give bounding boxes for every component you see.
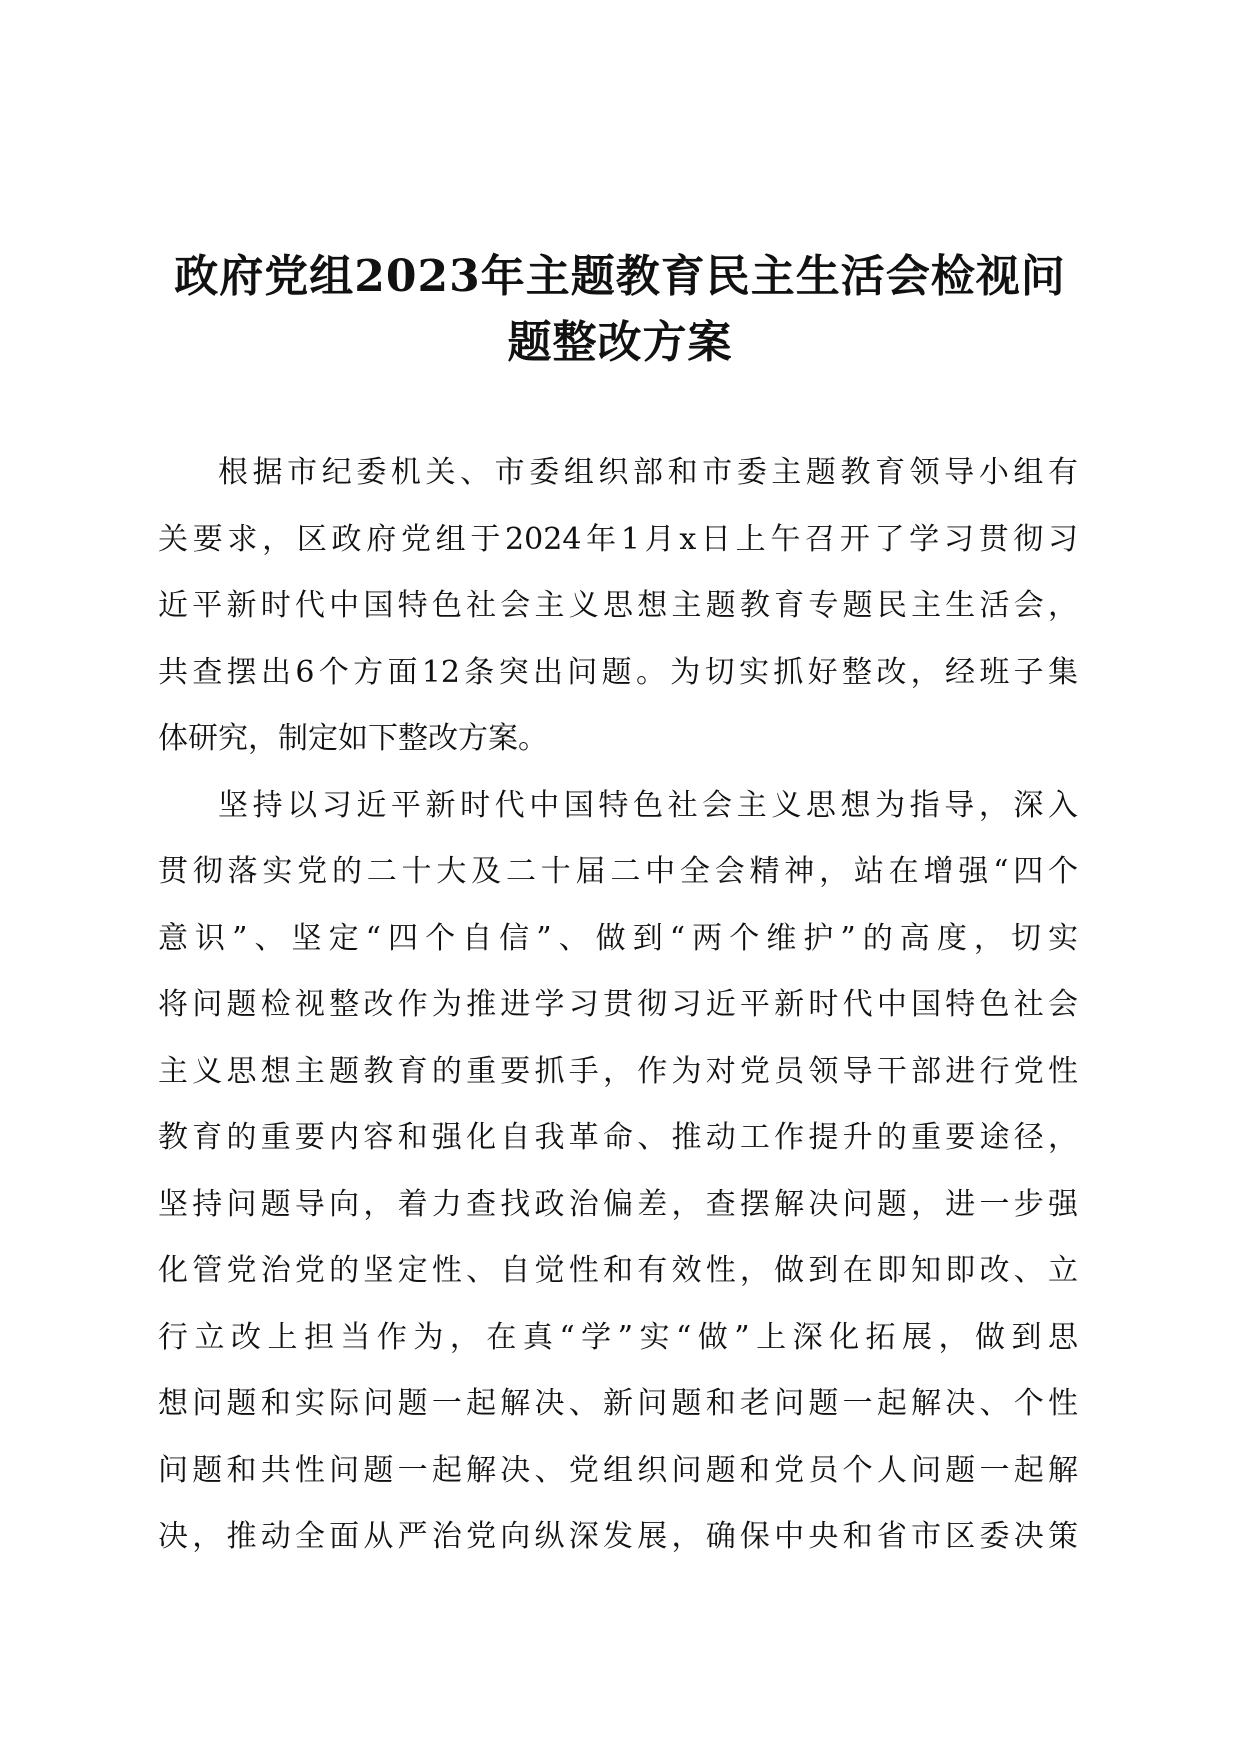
paragraph-2-line-2: 贯彻落实党的二十大及二十届二中全会精神，站在增强“四个 xyxy=(158,854,1078,889)
paragraph-1-line-3: 近平新时代中国特色社会主义思想主题教育专题民主生活会， xyxy=(158,588,1078,623)
paragraph-2-line-1: 坚持以习近平新时代中国特色社会主义思想为指导，深入 xyxy=(218,787,1078,823)
paragraph-1-line-2: 关要求，区政府党组于2024年1月x日上午召开了学习贯彻习 xyxy=(158,521,1078,557)
paragraph-1-line-1: 根据市纪委机关、市委组织部和市委主题教育领导小组有 xyxy=(218,455,1078,490)
paragraph-1-line-4: 共查摆出6个方面12条突出问题。为切实抓好整改，经班子集 xyxy=(158,654,1078,690)
paragraph-2-line-8: 化管党治党的坚定性、自觉性和有效性，做到在即知即改、立 xyxy=(158,1253,1078,1288)
paragraph-2-line-11: 问题和共性问题一起解决、党组织问题和党员个人问题一起解 xyxy=(158,1452,1078,1488)
paragraph-2-line-12: 决，推动全面从严治党向纵深发展，确保中央和省市区委决策 xyxy=(158,1519,1078,1554)
paragraph-2-line-4: 将问题检视整改作为推进学习贯彻习近平新时代中国特色社会 xyxy=(158,987,1078,1022)
paragraph-2-line-6: 教育的重要内容和强化自我革命、推动工作提升的重要途径， xyxy=(158,1120,1078,1155)
document-body xyxy=(158,440,1078,1571)
paragraph-2-line-10: 想问题和实际问题一起解决、新问题和老问题一起解决、个性 xyxy=(158,1386,1078,1421)
paragraph-2-line-5: 主义思想主题教育的重要抓手，作为对党员领导干部进行党性 xyxy=(158,1053,1078,1089)
title-line-2: 题整改方案 xyxy=(507,317,733,368)
document-title xyxy=(150,244,1090,376)
paragraph-2-line-9: 行立改上担当作为，在真“学”实“做”上深化拓展，做到思 xyxy=(158,1319,1078,1355)
paragraph-2-line-7: 坚持问题导向，着力查找政治偏差，查摆解决问题，进一步强 xyxy=(158,1186,1078,1222)
paragraph-2-line-3: 意识”、坚定“四个自信”、做到“两个维护”的高度，切实 xyxy=(158,920,1078,956)
paragraph-1-line-5: 体研究，制定如下整改方案。 xyxy=(158,721,548,756)
title-line-1: 政府党组2023年主题教育民主生活会检视问 xyxy=(174,251,1066,302)
